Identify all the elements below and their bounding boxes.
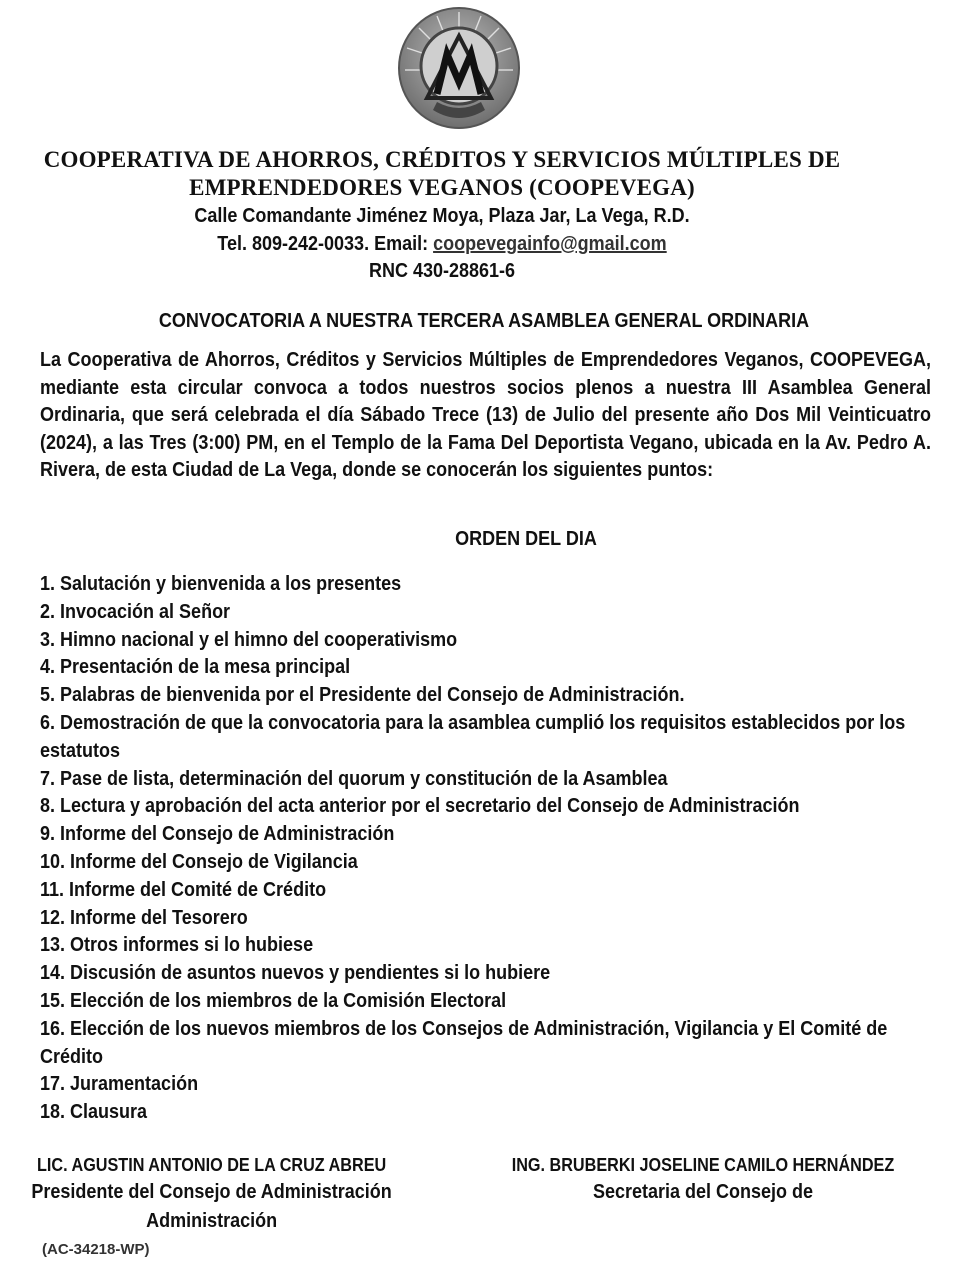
agenda-list (40, 571, 949, 1127)
org-address: Calle Comandante Jiménez Moya, Plaza Jar, La Vega, R.D. (194, 205, 690, 227)
body-paragraph: La Cooperativa de Ahorros, Créditos y Servicios Múltiples de Emprendedores Veganos, COOPEVEGA, mediante esta circular convoca a todos nuestros socios plenos a nuestra III Asamblea General Ordinaria, que será celebrada el día Sábado Trece (13) de Julio del presente año Dos Mil Veinticuatro (2024), a las Tres (3:00) PM, en el Templo de la Fama Del Deportista Vegano, ubicada en la Av. Pedro A. Rivera, de esta Ciudad de La Vega, donde se conocerán los siguientes puntos: (40, 349, 931, 481)
agenda-item: 3. Himno nacional y el himno del cooperativismo (40, 628, 458, 651)
agenda-item: 4. Presentación de la mesa principal (40, 656, 351, 679)
agenda-item: 18. Clausura (40, 1101, 148, 1124)
agenda-item: 7. Pase de lista, determinación del quorum y constitución de la Asamblea (40, 767, 668, 790)
document-title: CONVOCATORIA A NUESTRA TERCERA ASAMBLEA GENERAL ORDINARIA (158, 310, 810, 332)
tel-label: Tel. 809-242-0033. Email: (217, 233, 434, 255)
agenda-item: 9. Informe del Consejo de Administración (40, 823, 395, 846)
agenda-item: 14. Discusión de asuntos nuevos y pendientes si lo hubiere (40, 962, 551, 985)
org-contact (44, 231, 840, 257)
agenda-item: 17. Juramentación (40, 1073, 199, 1096)
agenda-item: 11. Informe del Comité de Crédito (40, 878, 327, 901)
org-rnc: RNC 430-28861-6 (368, 260, 516, 282)
agenda-item: 5. Palabras de bienvenida por el Presidente del Consejo de Administración. (40, 684, 685, 707)
signature-left (10, 1152, 413, 1236)
agenda-item: 16. Elección de los nuevos miembros de los Consejos de Administración, Vigilancia y El Comité de Crédito (40, 1017, 888, 1068)
signature-left-role2: Administración (146, 1210, 278, 1232)
reference-code: (AC-34218-WP) (42, 1241, 150, 1258)
signature-right (478, 1152, 928, 1207)
agenda-item: 2. Invocación al Señor (40, 600, 231, 623)
coopevega-logo-icon (397, 6, 521, 130)
signature-right-name: ING. BRUBERKI JOSELINE CAMILO HERNÁNDEZ (511, 1155, 895, 1175)
agenda-heading: ORDEN DEL DIA (455, 528, 597, 550)
agenda-item: 6. Demostración de que la convocatoria para la asamblea cumplió los requisitos establecidos por los estatutos (40, 711, 906, 762)
agenda-item: 8. Lectura y aprobación del acta anterior por el secretario del Consejo de Administración (40, 795, 800, 818)
agenda-item: 12. Informe del Tesorero (40, 906, 248, 929)
org-name-line2: EMPRENDEDORES VEGANOS (COOPEVEGA) (189, 175, 695, 200)
agenda-item: 10. Informe del Consejo de Vigilancia (40, 850, 358, 873)
agenda-item: 1. Salutación y bienvenida a los presentes (40, 573, 402, 595)
signature-left-role: Presidente del Consejo de Administración (31, 1181, 392, 1203)
org-name-line1: COOPERATIVA DE AHORROS, CRÉDITOS Y SERVICIOS MÚLTIPLES DE (43, 147, 841, 172)
email-link[interactable]: coopevegainfo@gmail.com (433, 233, 667, 255)
signature-left-name: LIC. AGUSTIN ANTONIO DE LA CRUZ ABREU (37, 1155, 387, 1175)
signature-right-role: Secretaria del Consejo de (592, 1181, 814, 1203)
agenda-item: 15. Elección de los miembros de la Comisión Electoral (40, 989, 507, 1012)
agenda-item: 13. Otros informes si lo hubiese (40, 934, 314, 957)
